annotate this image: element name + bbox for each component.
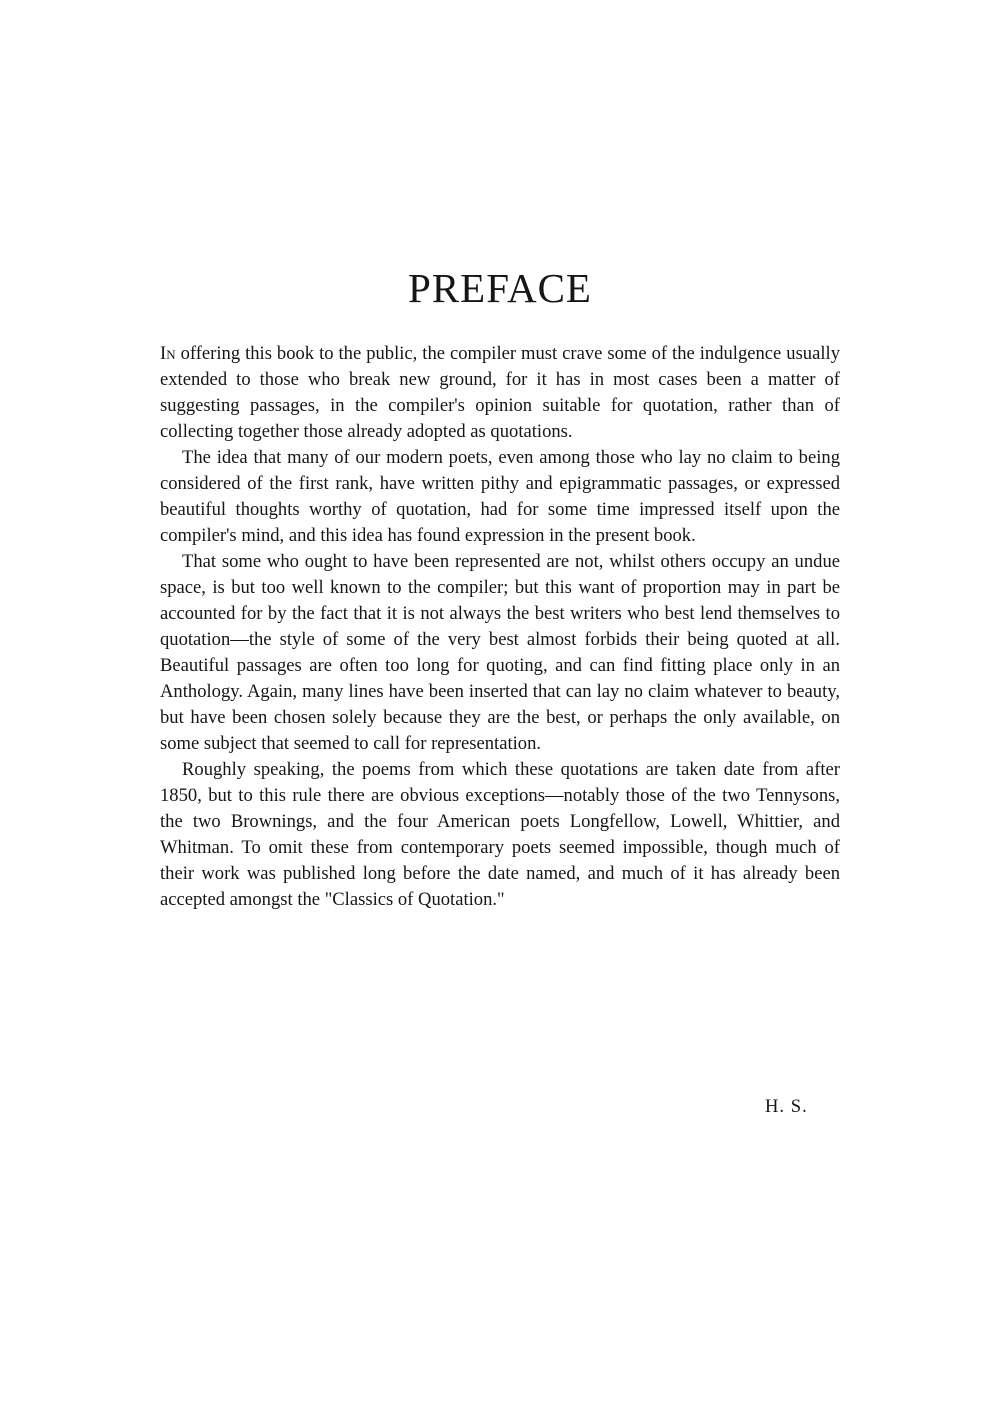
paragraph-4: Roughly speaking, the poems from which these quotations are taken date from after 1850, but to this rule there are obvious exceptions—notably those of the two Tennysons, the two Brownings, and the four American poets Longfellow, Lowell, Whittier, and Whitman. To omit these from contemporary poets seemed impossible, though much of their work was published long before the date named, and much of it has already been accepted amongst the "Classics of Quotation." <box>160 759 840 910</box>
drop-lead-word: In <box>160 343 176 364</box>
paragraph-1-text: offering this book to the public, the compiler must crave some of the indulgence usually extended to those who break new ground, for it has in most cases been a matter of suggesting passages, in the compiler's opinion suitable for quotation, rather than of collecting together those already adopted as quotations. <box>160 343 840 442</box>
paragraph-1 <box>160 341 840 445</box>
paragraph-2: The idea that many of our modern poets, even among those who lay no claim to being considered of the first rank, have written pithy and epigrammatic passages, or expressed beautiful thoughts worthy of quotation, had for some time impressed itself upon the compiler's mind, and this idea has found expression in the present book. <box>160 447 840 546</box>
preface-body <box>160 341 840 913</box>
paragraph-3: That some who ought to have been represented are not, whilst others occupy an undue space, is but too well known to the compiler; but this want of proportion may in part be accounted for by the fact that it is not always the best writers who best lend themselves to quotation—the style of some of the very best almost forbids their being quoted at all. Beautiful passages are often too long for quoting, and can find fitting place only in an Anthology. Again, many lines have been inserted that can lay no claim whatever to beauty, but have been chosen solely because they are the best, or perhaps the only available, on some subject that seemed to call for representation. <box>160 551 840 754</box>
author-initials: H. S. <box>765 1096 808 1117</box>
page-title: PREFACE <box>408 265 592 311</box>
